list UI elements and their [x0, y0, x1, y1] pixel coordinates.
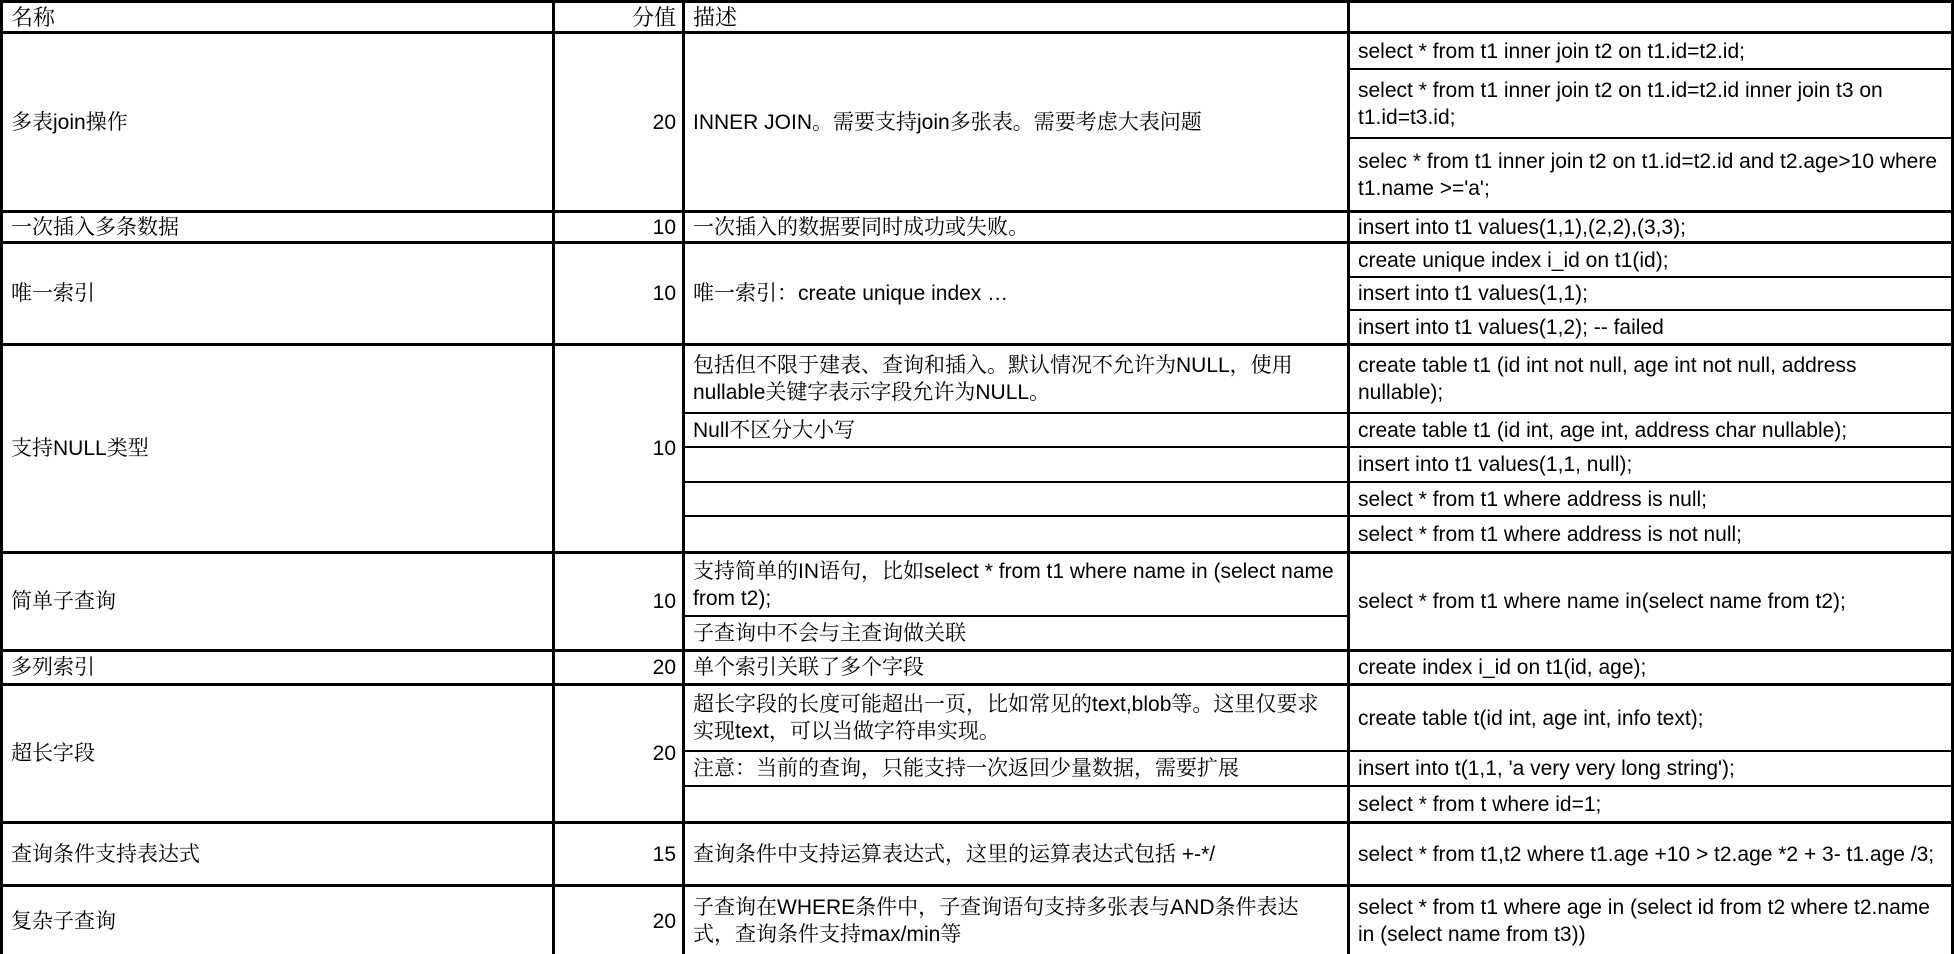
sql-cell — [1350, 686, 1951, 821]
sql-subcell: select * from t1 where address is not null; — [1358, 522, 1743, 546]
score-cell: 15 — [555, 824, 685, 884]
score-cell: 20 — [555, 686, 685, 821]
score-cell: 10 — [555, 213, 685, 241]
sql-cell — [1350, 554, 1951, 649]
name-cell: 多列索引 — [3, 652, 555, 683]
sql-subcell: select * from t1 where address is null; — [1350, 483, 1951, 517]
sql-cell — [1350, 652, 1951, 683]
sql-subcell: create table t(id int, age int, info text); — [1350, 686, 1951, 752]
desc-subcell — [685, 517, 1347, 551]
desc-subcell: 包括但不限于建表、查询和插入。默认情况不允许为NULL，使用nullable关键字表示字段允许为NULL。 — [685, 346, 1347, 414]
score-cell: 10 — [555, 346, 685, 551]
desc-subcell — [685, 483, 1347, 517]
desc-cell — [685, 887, 1350, 954]
desc-subcell: 一次插入的数据要同时成功或失败。 — [693, 215, 1029, 239]
sql-cell — [1350, 887, 1951, 954]
header-row — [3, 3, 1951, 34]
sql-cell — [1350, 824, 1951, 884]
desc-cell — [685, 34, 1350, 210]
table-row — [3, 686, 1951, 824]
sql-subcell: insert into t(1,1, 'a very very long string'); — [1350, 752, 1951, 787]
sql-subcell: create unique index i_id on t1(id); — [1350, 244, 1951, 278]
desc-subcell — [685, 448, 1347, 483]
score-cell: 20 — [555, 34, 685, 210]
desc-cell — [685, 686, 1350, 821]
sql-cell — [1350, 346, 1951, 551]
table-row — [3, 34, 1951, 213]
score-cell: 10 — [555, 244, 685, 343]
sql-subcell: insert into t1 values(1,2); -- failed — [1358, 315, 1664, 339]
score-cell: 20 — [555, 652, 685, 683]
table-row — [3, 346, 1951, 554]
desc-cell — [685, 554, 1350, 649]
name-cell: 多表join操作 — [3, 34, 555, 210]
sql-subcell: create table t1 (id int, age int, address char nullable); — [1350, 414, 1951, 448]
name-cell: 复杂子查询 — [3, 887, 555, 954]
desc-cell — [685, 213, 1350, 241]
header-desc: 描述 — [685, 3, 1350, 31]
sql-subcell: select * from t1 inner join t2 on t1.id=t2.id; — [1350, 34, 1951, 70]
sql-subcell: insert into t1 values(1,1, null); — [1350, 448, 1951, 483]
desc-subcell: 单个索引关联了多个字段 — [693, 656, 924, 679]
sql-subcell: select * from t1,t2 where t1.age +10 > t2.age *2 + 3- t1.age /3; — [1358, 842, 1935, 866]
desc-subcell: INNER JOIN。需要支持join多张表。需要考虑大表问题 — [693, 110, 1202, 134]
desc-subcell: 唯一索引：create unique index … — [693, 282, 1009, 305]
table-body — [3, 34, 1951, 954]
desc-cell — [685, 244, 1350, 343]
desc-subcell — [685, 787, 1347, 821]
desc-cell — [685, 824, 1350, 884]
sql-subcell: insert into t1 values(1,1),(2,2),(3,3); — [1358, 215, 1686, 239]
name-cell: 支持NULL类型 — [3, 346, 555, 551]
header-sql — [1350, 3, 1951, 31]
table-row — [3, 244, 1951, 346]
table-row — [3, 887, 1951, 954]
desc-subcell: 子查询中不会与主查询做关联 — [693, 621, 966, 645]
sql-subcell: select * from t1 where age in (select id from t2 where t2.name in (select name from t3)) — [1358, 896, 1930, 946]
table-row — [3, 824, 1951, 887]
desc-subcell: 超长字段的长度可能超出一页，比如常见的text,blob等。这里仅要求实现text，可以当做字符串实现。 — [685, 686, 1347, 752]
table-row — [3, 554, 1951, 652]
header-name: 名称 — [3, 3, 555, 31]
sql-subcell: insert into t1 values(1,1); — [1350, 278, 1951, 311]
name-cell: 简单子查询 — [3, 554, 555, 649]
name-cell: 一次插入多条数据 — [3, 213, 555, 241]
score-cell: 10 — [555, 554, 685, 649]
table-row — [3, 213, 1951, 244]
sql-subcell: select * from t1 inner join t2 on t1.id=t2.id inner join t3 on t1.id=t3.id; — [1350, 70, 1951, 139]
desc-subcell: 支持简单的IN语句，比如select * from t1 where name in (select name from t2); — [685, 554, 1347, 617]
name-cell: 唯一索引 — [3, 244, 555, 343]
sql-subcell: selec * from t1 inner join t2 on t1.id=t2.id and t2.age>10 where t1.name >='a'; — [1358, 149, 1938, 200]
name-cell: 超长字段 — [3, 686, 555, 821]
sql-subcell: select * from t1 where name in(select name from t2); — [1358, 590, 1846, 613]
name-cell: 查询条件支持表达式 — [3, 824, 555, 884]
score-cell: 20 — [555, 887, 685, 954]
desc-subcell: Null不区分大小写 — [685, 414, 1347, 448]
sql-subcell: create table t1 (id int not null, age int not null, address nullable); — [1350, 346, 1951, 414]
sql-subcell: create index i_id on t1(id, age); — [1358, 656, 1647, 679]
sql-cell — [1350, 213, 1951, 241]
header-score: 分值 — [555, 3, 685, 31]
sql-cell — [1350, 244, 1951, 343]
table-row — [3, 652, 1951, 686]
desc-subcell: 注意：当前的查询，只能支持一次返回少量数据，需要扩展 — [685, 752, 1347, 787]
desc-subcell: 子查询在WHERE条件中，子查询语句支持多张表与AND条件表达式，查询条件支持max/min等 — [693, 896, 1299, 946]
sql-subcell: select * from t where id=1; — [1358, 792, 1602, 816]
desc-cell — [685, 652, 1350, 683]
desc-subcell: 查询条件中支持运算表达式，这里的运算表达式包括 +-*/ — [693, 842, 1216, 866]
sql-cell — [1350, 34, 1951, 210]
desc-cell — [685, 346, 1350, 551]
